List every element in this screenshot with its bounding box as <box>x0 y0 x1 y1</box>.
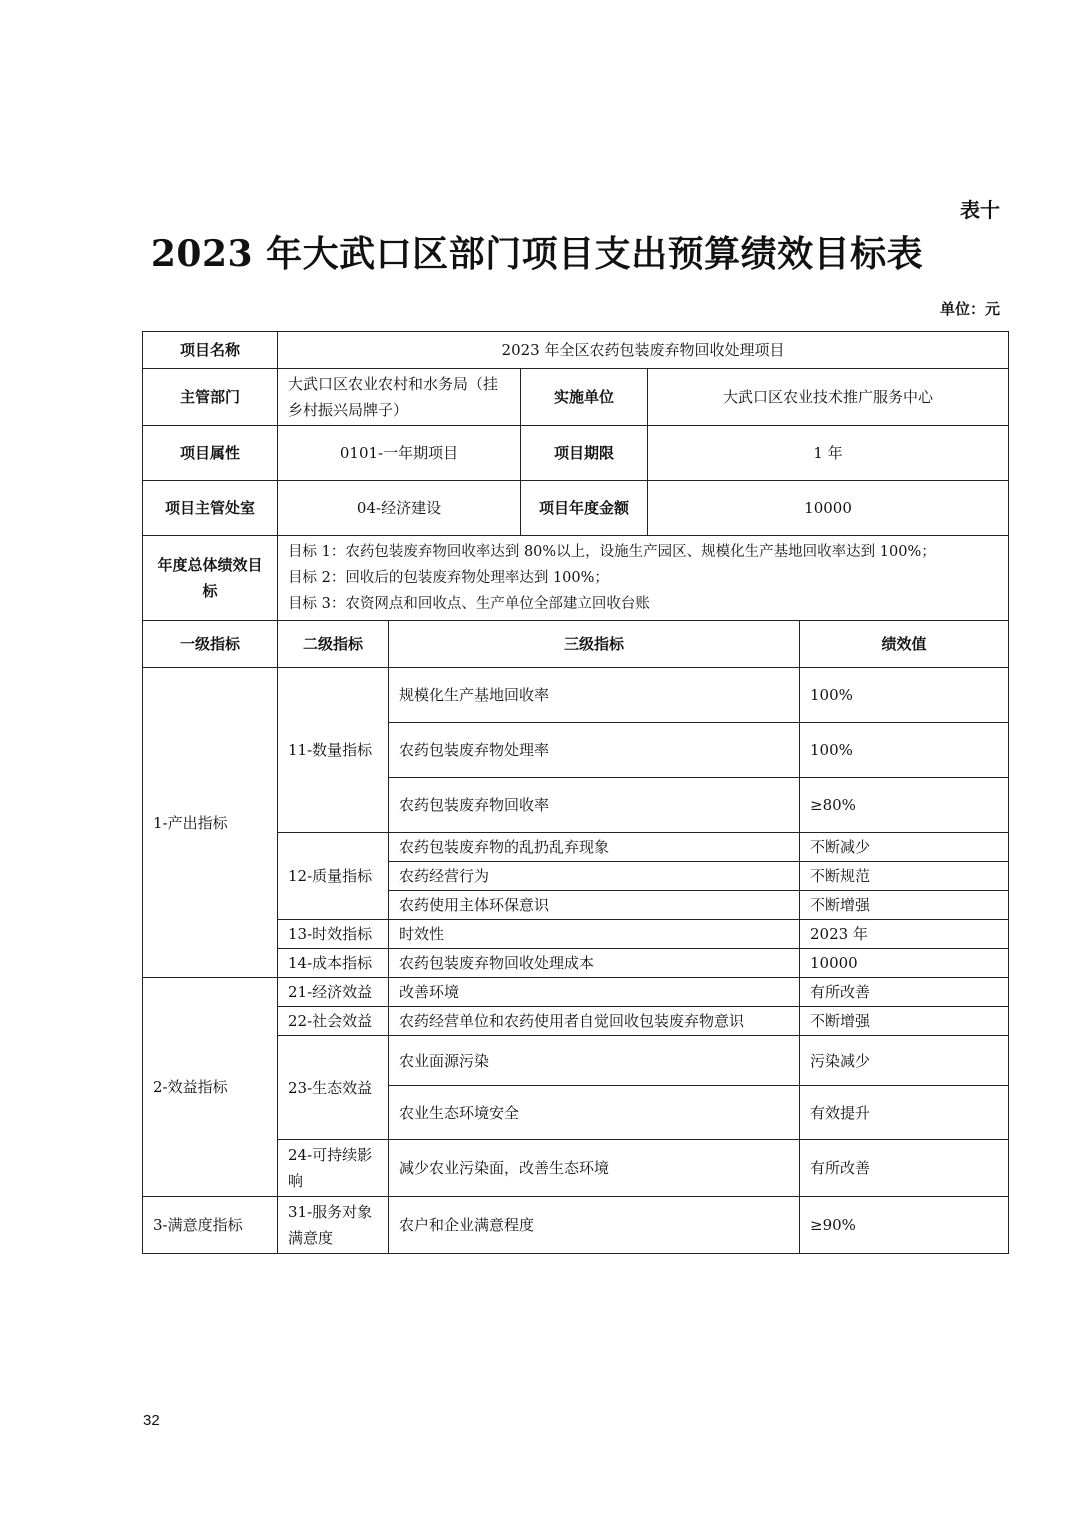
level3-cell: 农药包装废弃物处理率 <box>389 723 800 778</box>
level3-cell: 农药包装废弃物回收率 <box>389 778 800 833</box>
value-cell: ≥80% <box>800 778 1009 833</box>
period-value: 1 年 <box>648 426 1009 481</box>
level3-cell: 农药经营行为 <box>389 862 800 891</box>
dept-label: 主管部门 <box>143 369 278 426</box>
value-cell: 污染减少 <box>800 1036 1009 1086</box>
value-cell: 100% <box>800 668 1009 723</box>
level2-cell: 21-经济效益 <box>278 978 389 1007</box>
level2-cell: 22-社会效益 <box>278 1007 389 1036</box>
value-cell: 不断增强 <box>800 891 1009 920</box>
goal-item: 目标 3：农资网点和回收点、生产单位全部建立回收台账 <box>288 596 650 612</box>
office-value: 04-经济建设 <box>278 481 521 536</box>
value-cell: 2023 年 <box>800 920 1009 949</box>
level3-cell: 农业生态环境安全 <box>389 1086 800 1140</box>
project-name-value: 2023 年全区农药包装废弃物回收处理项目 <box>278 332 1009 369</box>
value-cell: 有效提升 <box>800 1086 1009 1140</box>
level2-cell: 31-服务对象满意度 <box>278 1197 389 1254</box>
goal-item: 目标 1：农药包装废弃物回收率达到 80%以上，设施生产园区、规模化生产基地回收率达到 100%； <box>288 544 936 560</box>
attr-label: 项目属性 <box>143 426 278 481</box>
level2-cell: 11-数量指标 <box>278 668 389 833</box>
level3-cell: 农药包装废弃物的乱扔乱弃现象 <box>389 833 800 862</box>
table-row <box>143 1197 1009 1254</box>
level3-cell: 农药经营单位和农药使用者自觉回收包装废弃物意识 <box>389 1007 800 1036</box>
column-header-row <box>143 621 1009 668</box>
level1-benefit: 2-效益指标 <box>143 978 278 1197</box>
value-cell: 不断规范 <box>800 862 1009 891</box>
level2-cell: 23-生态效益 <box>278 1036 389 1140</box>
level3-cell: 农药包装废弃物回收处理成本 <box>389 949 800 978</box>
project-name-label: 项目名称 <box>143 332 278 369</box>
level3-cell: 减少农业污染面，改善生态环境 <box>389 1140 800 1197</box>
col-header-level1: 一级指标 <box>143 621 278 668</box>
value-cell: 有所改善 <box>800 978 1009 1007</box>
period-label: 项目期限 <box>521 426 648 481</box>
attribute-row <box>143 426 1009 481</box>
level3-cell: 农户和企业满意程度 <box>389 1197 800 1254</box>
value-cell: 不断减少 <box>800 833 1009 862</box>
col-header-level2: 二级指标 <box>278 621 389 668</box>
value-cell: 100% <box>800 723 1009 778</box>
amount-label: 项目年度金额 <box>521 481 648 536</box>
table-row <box>143 978 1009 1007</box>
col-header-level3: 三级指标 <box>389 621 800 668</box>
level2-cell: 13-时效指标 <box>278 920 389 949</box>
project-name-row <box>143 332 1009 369</box>
level3-cell: 规模化生产基地回收率 <box>389 668 800 723</box>
level3-cell: 农业面源污染 <box>389 1036 800 1086</box>
performance-target-table <box>142 331 1009 1254</box>
table-row <box>143 668 1009 723</box>
office-row <box>143 481 1009 536</box>
amount-value: 10000 <box>648 481 1009 536</box>
office-label: 项目主管处室 <box>143 481 278 536</box>
value-cell: ≥90% <box>800 1197 1009 1254</box>
level3-cell: 农药使用主体环保意识 <box>389 891 800 920</box>
department-row <box>143 369 1009 426</box>
attr-value: 0101-一年期项目 <box>278 426 521 481</box>
goal-label: 年度总体绩效目标 <box>143 536 278 621</box>
page-number: 32 <box>143 1412 160 1429</box>
page-title: 2023 年大武口区部门项目支出预算绩效目标表 <box>150 233 924 275</box>
impl-label: 实施单位 <box>521 369 648 426</box>
level2-cell: 24-可持续影响 <box>278 1140 389 1197</box>
level3-cell: 改善环境 <box>389 978 800 1007</box>
level2-cell: 14-成本指标 <box>278 949 389 978</box>
col-header-value: 绩效值 <box>800 621 1009 668</box>
level1-satisfaction: 3-满意度指标 <box>143 1197 278 1254</box>
unit-label: 单位：元 <box>939 300 1000 318</box>
dept-value: 大武口区农业农村和水务局（挂乡村振兴局牌子） <box>278 369 521 426</box>
value-cell: 有所改善 <box>800 1140 1009 1197</box>
impl-value: 大武口区农业技术推广服务中心 <box>648 369 1009 426</box>
table-number-label: 表十 <box>960 198 1000 222</box>
level1-output: 1-产出指标 <box>143 668 278 978</box>
value-cell: 不断增强 <box>800 1007 1009 1036</box>
value-cell: 10000 <box>800 949 1009 978</box>
level3-cell: 时效性 <box>389 920 800 949</box>
annual-goal-row <box>143 536 1009 621</box>
goal-item: 目标 2：回收后的包装废弃物处理率达到 100%； <box>288 570 609 586</box>
goal-list <box>278 536 1009 621</box>
level2-cell: 12-质量指标 <box>278 833 389 920</box>
